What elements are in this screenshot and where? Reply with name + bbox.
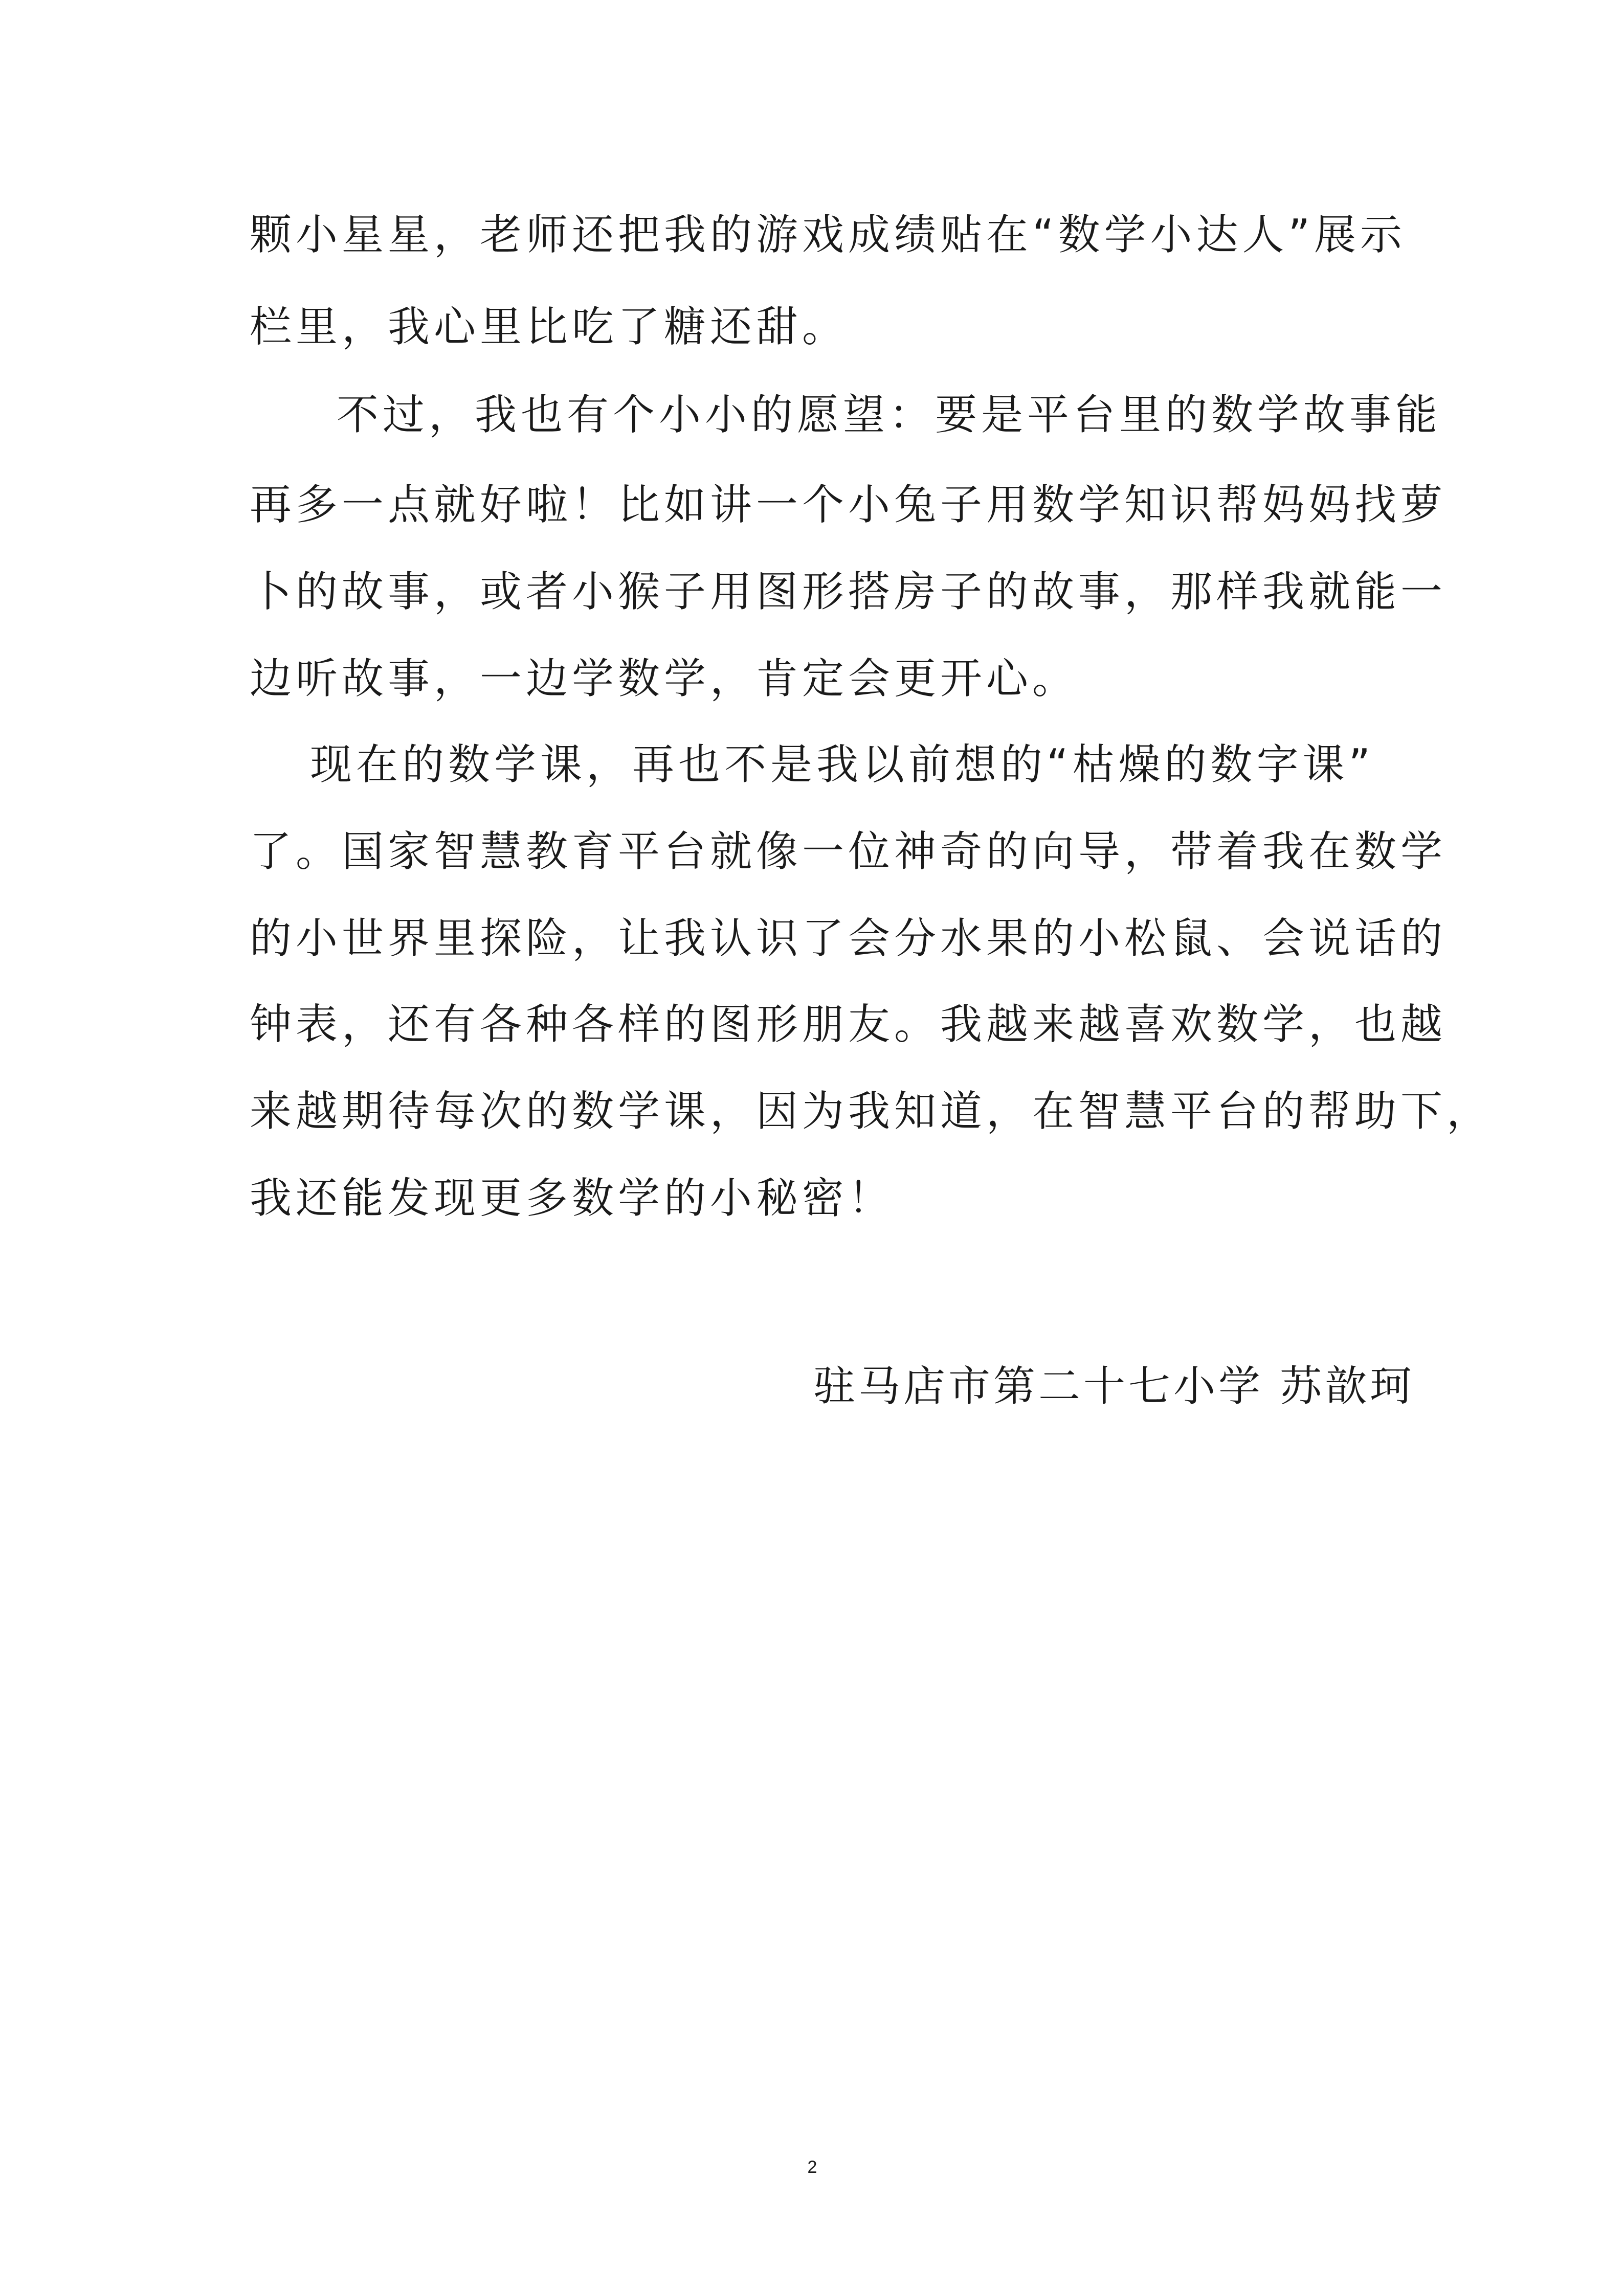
page-number: 2 — [807, 2157, 817, 2177]
paragraph-3-line-6: 我还能发现更多数学的小秘密！ — [250, 1174, 895, 1223]
author-signature: 驻马店市第二十七小学 苏歆珂 — [813, 1362, 1415, 1411]
paragraph-3-line-1: 现在的数学课，再也不是我以前想的“枯燥的数字课” — [310, 740, 1374, 789]
paragraph-2-line-4: 边听故事，一边学数学，肯定会更开心。 — [250, 655, 1079, 703]
paragraph-3-line-3: 的小世界里探险，让我认识了会分水果的小松鼠、会说话的 — [250, 914, 1447, 963]
paragraph-2-line-1: 不过，我也有个小小的愿望：要是平台里的数学故事能 — [337, 391, 1442, 439]
paragraph-3-line-2: 了。国家智慧教育平台就像一位神奇的向导，带着我在数学 — [250, 827, 1447, 876]
paragraph-3-line-5: 来越期待每次的数学课，因为我知道，在智慧平台的帮助下， — [250, 1087, 1493, 1136]
paragraph-3-line-4: 钟表，还有各种各样的图形朋友。我越来越喜欢数学，也越 — [250, 1000, 1447, 1049]
paragraph-2-line-3: 卜的故事，或者小猴子用图形搭房子的故事，那样我就能一 — [250, 568, 1447, 616]
paragraph-2-line-2: 再多一点就好啦！比如讲一个小兔子用数学知识帮妈妈找萝 — [250, 481, 1447, 529]
paragraph-1-line-1: 颗小星星，老师还把我的游戏成绩贴在“数学小达人”展示 — [250, 211, 1406, 259]
paragraph-1-line-2: 栏里，我心里比吃了糖还甜。 — [250, 303, 849, 351]
